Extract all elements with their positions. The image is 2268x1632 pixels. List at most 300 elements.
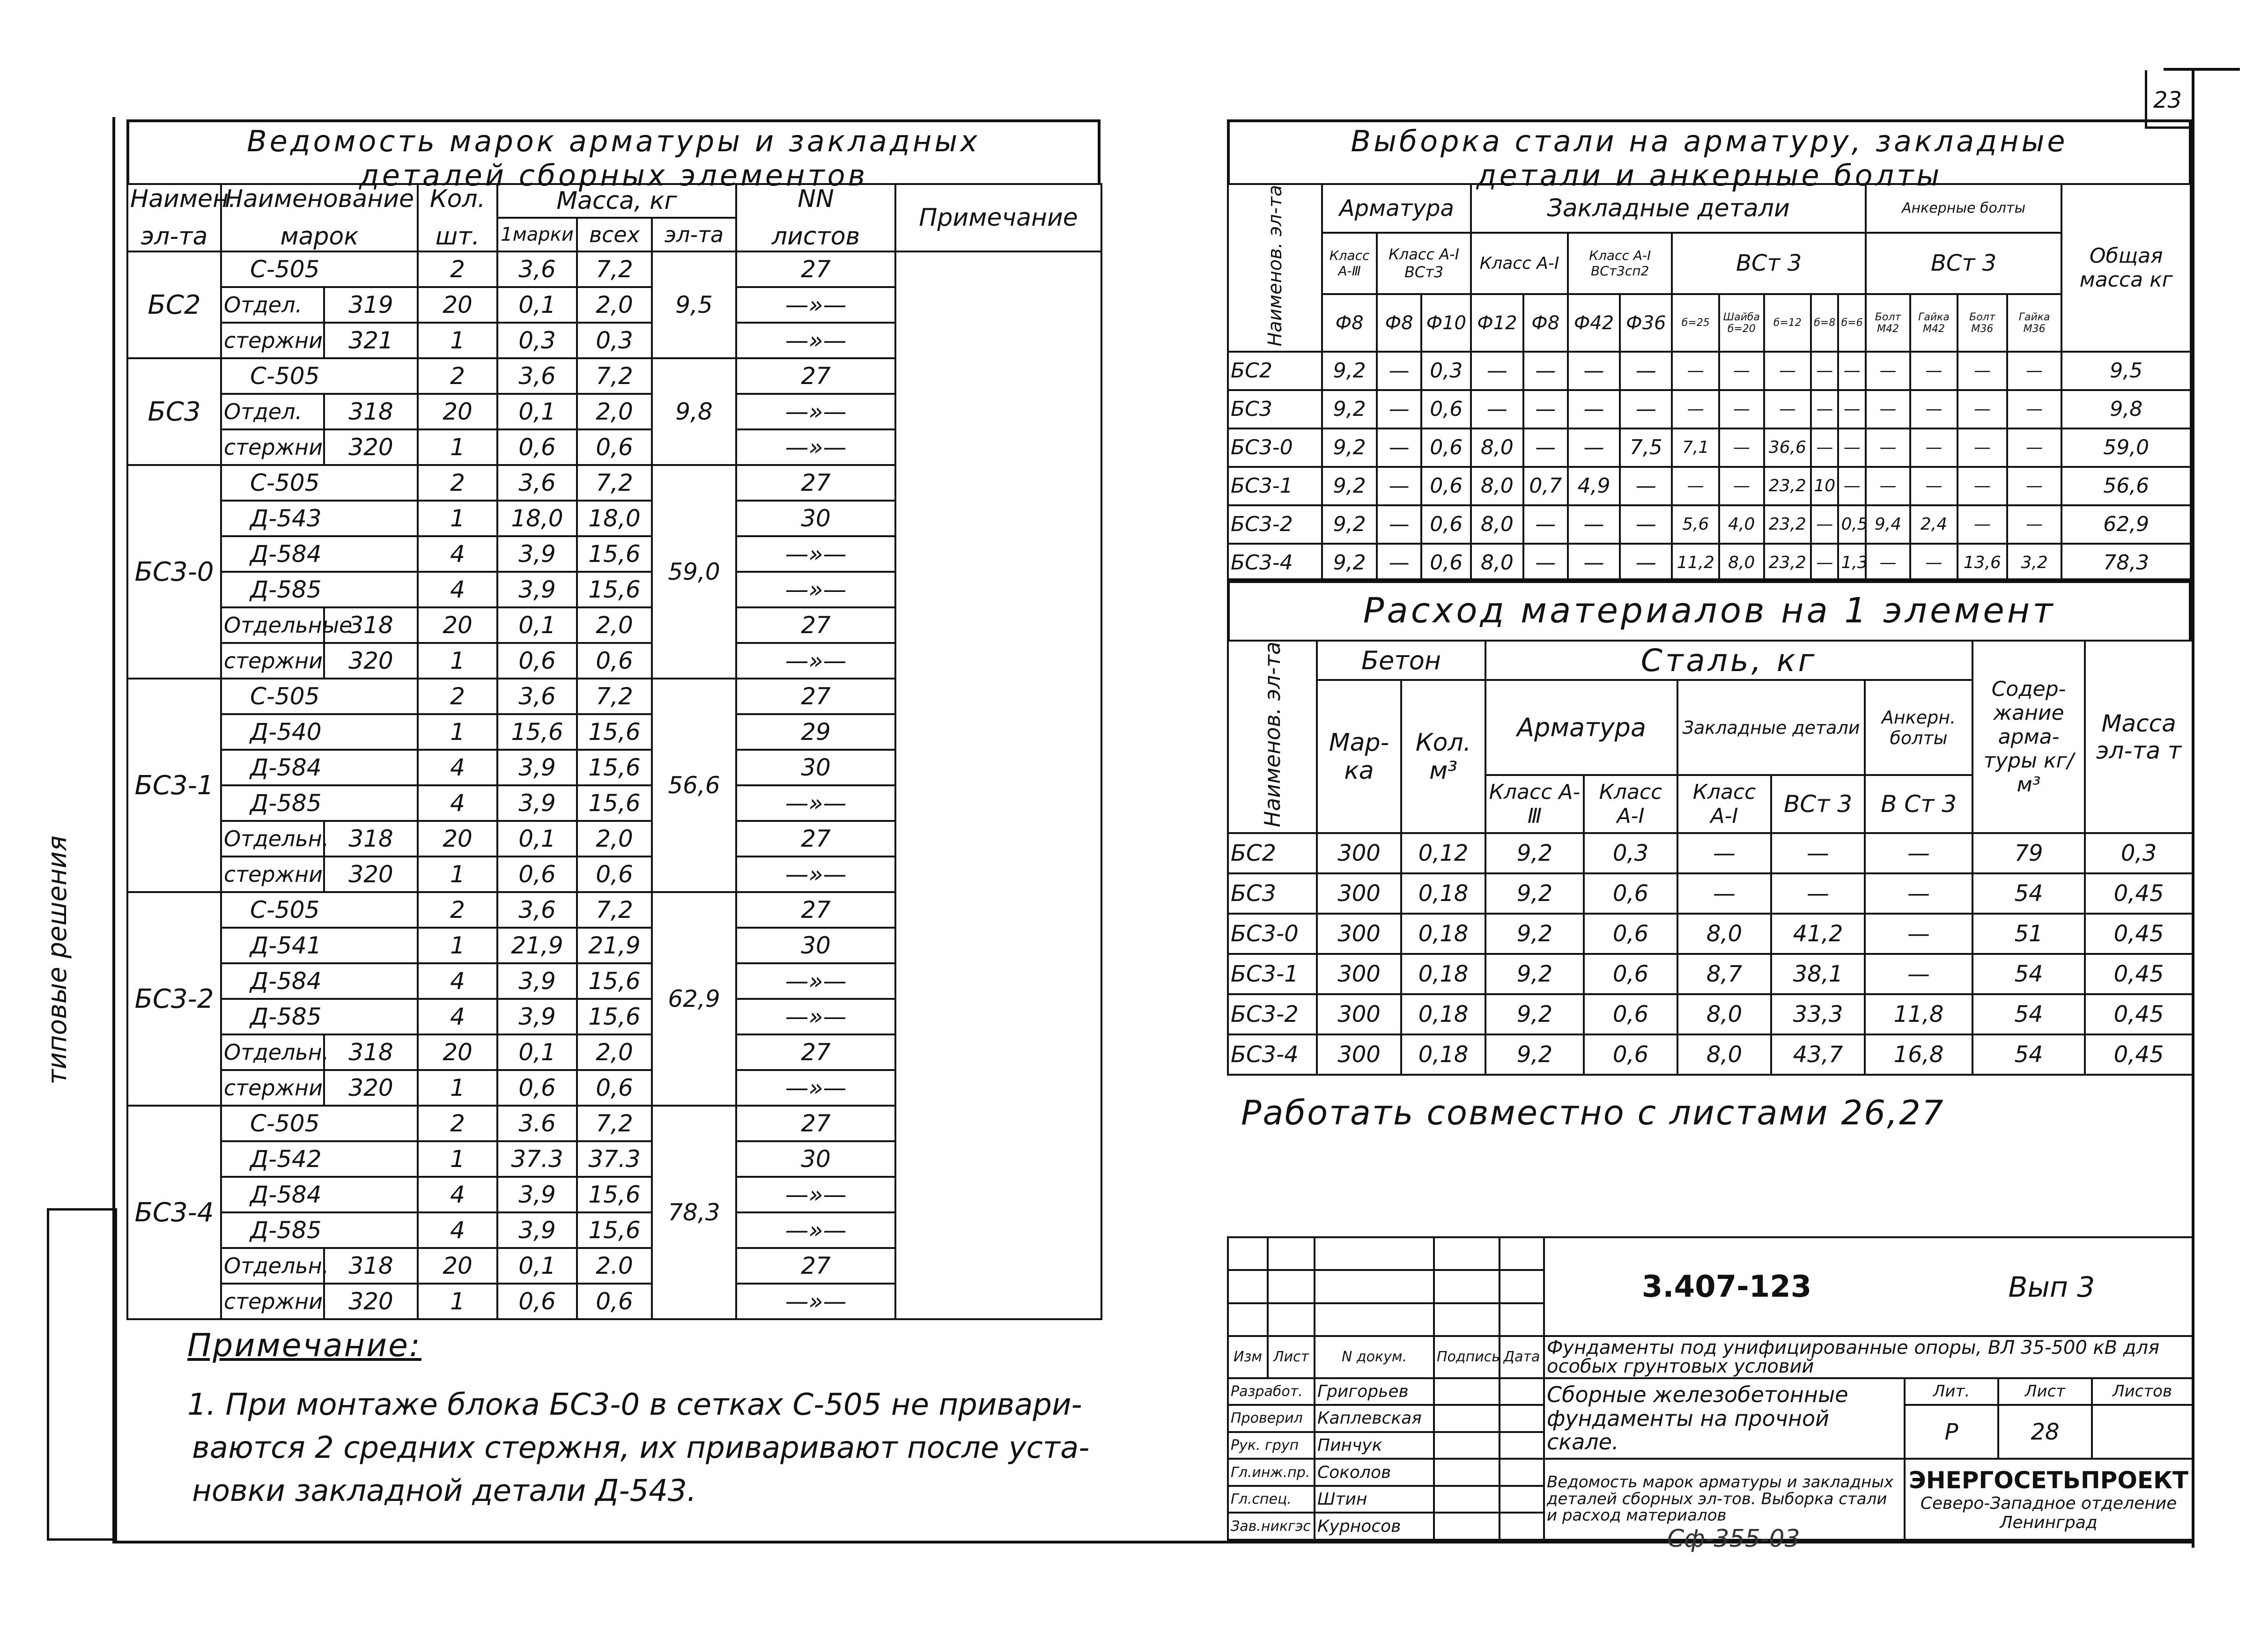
cons-emb-a1: 8,0 xyxy=(1677,994,1771,1034)
sel-h-embedded: Закладные детали xyxy=(1471,184,1866,233)
mass-all: 15,6 xyxy=(577,999,652,1034)
h-mass-all: всех xyxy=(577,218,652,251)
mass-element: 78,3 xyxy=(652,1106,736,1319)
stamp-signature xyxy=(1434,1459,1500,1486)
sel-value: — xyxy=(1471,352,1523,390)
cons-name: БС3-1 xyxy=(1228,954,1317,994)
cons-a3: 9,2 xyxy=(1485,954,1584,994)
cons-h-name-text: Наименов. эл-та xyxy=(1260,642,1285,827)
qty: 4 xyxy=(418,963,497,999)
stamp-rev-cell xyxy=(1315,1237,1434,1270)
stamp-head-row xyxy=(1228,1336,2193,1378)
h-qty-1: Кол. xyxy=(429,185,486,213)
mark-name: Д-540 xyxy=(221,714,418,750)
cons-grade: 300 xyxy=(1317,914,1401,954)
sheet-ref: 27 xyxy=(736,679,895,714)
cons-a3: 9,2 xyxy=(1485,994,1584,1034)
cons-name: БС3-2 xyxy=(1228,994,1317,1034)
cons-anc: — xyxy=(1865,954,1972,994)
mark-name: Отдельн. xyxy=(221,821,324,857)
sel-col-head: Ф8 xyxy=(1523,294,1568,351)
mark-name: стержни xyxy=(221,1284,324,1319)
mass-all: 2,0 xyxy=(577,821,652,857)
qty: 20 xyxy=(418,607,497,643)
sel-col-head: Шайба б=20 xyxy=(1719,294,1764,351)
sheet-ref: —»— xyxy=(736,394,895,429)
cons-grade: 300 xyxy=(1317,1034,1401,1075)
sel-value: — xyxy=(1958,428,2007,467)
selection-header-row3 xyxy=(1228,294,2191,351)
qty: 2 xyxy=(418,892,497,928)
stamp-role-row xyxy=(1228,1459,2193,1486)
qty: 4 xyxy=(418,572,497,607)
mass-mark: 3,6 xyxy=(497,465,577,501)
mark-name: Д-584 xyxy=(221,536,418,572)
cons-vol: 0,18 xyxy=(1401,954,1485,994)
cons-h-anchor: Анкерн. болты xyxy=(1865,680,1972,775)
sel-h-name-text: Наименов. эл-та xyxy=(1264,185,1286,347)
work-note: Работать совместно с листами 26,27 xyxy=(1241,1093,1945,1132)
cons-mass: 0,45 xyxy=(2085,994,2193,1034)
h-name-marks xyxy=(221,184,418,251)
cons-h-qty: Кол. м³ xyxy=(1401,680,1485,833)
mass-all: 37.3 xyxy=(577,1141,652,1177)
sel-value: — xyxy=(1672,390,1719,428)
cons-emb-a1: 8,7 xyxy=(1677,954,1771,994)
cons-emb-a1: 8,0 xyxy=(1677,914,1771,954)
stamp-person: Штин xyxy=(1315,1486,1434,1513)
mark-sub: 319 xyxy=(324,287,418,323)
sel-value: — xyxy=(1523,544,1568,582)
cons-emb-vst3: 41,2 xyxy=(1771,914,1865,954)
mark-name: Отдельн. xyxy=(221,1034,324,1070)
mass-mark: 0,1 xyxy=(497,821,577,857)
stamp-rev-cell xyxy=(1500,1303,1544,1336)
cons-content: 51 xyxy=(1972,914,2085,954)
sheet-ref: 27 xyxy=(736,892,895,928)
qty: 20 xyxy=(418,1034,497,1070)
mass-mark: 3,9 xyxy=(497,999,577,1034)
mass-all: 0,6 xyxy=(577,1070,652,1106)
mark-name: С-505 xyxy=(221,465,418,501)
h-mass-el: эл-та xyxy=(652,218,736,251)
mass-all: 15,6 xyxy=(577,536,652,572)
mass-all: 15,6 xyxy=(577,572,652,607)
mass-mark: 3,9 xyxy=(497,785,577,821)
sel-value: — xyxy=(1719,467,1764,505)
cons-vol: 0,18 xyxy=(1401,994,1485,1034)
side-text: типовые решения xyxy=(42,835,73,1085)
selection-title-box xyxy=(1227,119,2192,192)
mark-name: Отдельн. xyxy=(221,1248,324,1284)
sel-value: 8,0 xyxy=(1471,467,1523,505)
mark-sub: 318 xyxy=(324,1248,418,1284)
qty: 1 xyxy=(418,928,497,963)
stamp-signature xyxy=(1434,1486,1500,1513)
cons-vol: 0,18 xyxy=(1401,914,1485,954)
sel-value: — xyxy=(1838,428,1865,467)
mark-name: Д-584 xyxy=(221,1177,418,1212)
sel-value: 4,9 xyxy=(1568,467,1620,505)
mass-mark: 3,6 xyxy=(497,679,577,714)
mass-mark: 0,6 xyxy=(497,857,577,892)
sel-name: БС3-2 xyxy=(1228,505,1322,544)
sel-value: — xyxy=(1568,390,1620,428)
cons-emb-vst3: 33,3 xyxy=(1771,994,1865,1034)
h-sheets-1: NN xyxy=(798,185,834,213)
sel-value: 7,1 xyxy=(1672,428,1719,467)
sel-value: 10 xyxy=(1811,467,1838,505)
qty: 4 xyxy=(418,785,497,821)
sel-value: 9,2 xyxy=(1322,390,1377,428)
sel-total: 78,3 xyxy=(2061,544,2191,582)
mass-mark: 0,1 xyxy=(497,394,577,429)
selection-row xyxy=(1228,544,2191,582)
cons-h-cls-a3: Класс А-Ⅲ xyxy=(1485,775,1584,833)
stamp-head-col: Дата xyxy=(1500,1336,1544,1378)
sel-value: — xyxy=(1838,390,1865,428)
mark-name: Д-585 xyxy=(221,999,418,1034)
sheet-ref: —»— xyxy=(736,857,895,892)
cons-mass: 0,45 xyxy=(2085,1034,2193,1075)
h-mass-mark: 1марки xyxy=(497,218,577,251)
cons-h-cls-a1: Класс А-Ⅰ xyxy=(1584,775,1677,833)
mass-mark: 0,1 xyxy=(497,1248,577,1284)
cons-h-armatura: Арматура xyxy=(1485,680,1677,775)
qty: 2 xyxy=(418,251,497,287)
mass-all: 2,0 xyxy=(577,287,652,323)
stamp-head-col: Лист xyxy=(1268,1336,1315,1378)
element-name: БС3-4 xyxy=(127,1106,221,1319)
sheet-ref: —»— xyxy=(736,572,895,607)
mass-mark: 0,6 xyxy=(497,1284,577,1319)
note-line1: 1. При монтаже блока БС3-0 в сетках С-505 не привари- xyxy=(187,1388,1082,1422)
mass-mark: 0,1 xyxy=(497,287,577,323)
mass-all: 2,0 xyxy=(577,394,652,429)
sel-h-anchor: Анкерные болты xyxy=(1866,184,2062,233)
qty: 1 xyxy=(418,1141,497,1177)
cons-row xyxy=(1228,833,2193,873)
selection-row xyxy=(1228,390,2191,428)
sel-value: — xyxy=(1377,544,1421,582)
vedomost-title-line2: деталей сборных элементов xyxy=(359,158,868,192)
sel-value: — xyxy=(2007,467,2062,505)
side-strip xyxy=(47,1208,117,1541)
sel-value: 4,0 xyxy=(1719,505,1764,544)
element-name: БС3-2 xyxy=(127,892,221,1106)
sel-value: — xyxy=(1866,467,1910,505)
sel-value: — xyxy=(1568,352,1620,390)
qty: 20 xyxy=(418,287,497,323)
cons-emb-a1: — xyxy=(1677,873,1771,914)
stamp-date xyxy=(1500,1486,1544,1513)
stamp-role: Гл.инж.пр. xyxy=(1228,1459,1315,1486)
stamp-rev-cell xyxy=(1228,1303,1268,1336)
cons-mass: 0,45 xyxy=(2085,954,2193,994)
sheet-ref: —»— xyxy=(736,643,895,679)
mark-sub: 320 xyxy=(324,429,418,465)
cons-emb-vst3: 43,7 xyxy=(1771,1034,1865,1075)
sel-value: — xyxy=(1910,544,1958,582)
sel-value: — xyxy=(1910,352,1958,390)
stamp-lit: Р xyxy=(1905,1405,1998,1459)
sel-value: — xyxy=(1377,467,1421,505)
stamp-sheet-no: 28 xyxy=(1998,1405,2092,1459)
sel-value: 3,2 xyxy=(2007,544,2062,582)
sel-col-head: б=6 xyxy=(1838,294,1865,351)
mass-mark: 3,9 xyxy=(497,1212,577,1248)
vedomost-table xyxy=(126,183,1102,1320)
sel-col-head: Ф8 xyxy=(1322,294,1377,351)
sel-col-head: Гайка М42 xyxy=(1910,294,1958,351)
stamp-org-sub: Северо-Западное отделение xyxy=(1920,1493,2177,1513)
cons-anc: — xyxy=(1865,873,1972,914)
sel-total: 56,6 xyxy=(2061,467,2191,505)
sel-value: 13,6 xyxy=(1958,544,2007,582)
sel-value: 0,5 xyxy=(1838,505,1865,544)
mark-name: Д-585 xyxy=(221,572,418,607)
sel-col-head: Ф10 xyxy=(1421,294,1471,351)
qty: 4 xyxy=(418,750,497,785)
sel-total: 9,5 xyxy=(2061,352,2191,390)
mark-name: Отдел. xyxy=(221,394,324,429)
mass-mark: 15,6 xyxy=(497,714,577,750)
mass-all: 2,0 xyxy=(577,607,652,643)
selection-row xyxy=(1228,505,2191,544)
sheet-ref: —»— xyxy=(736,1070,895,1106)
mass-all: 7,2 xyxy=(577,358,652,394)
sel-value: — xyxy=(1866,390,1910,428)
sheet-ref: —»— xyxy=(736,536,895,572)
mass-all: 15,6 xyxy=(577,785,652,821)
stamp-role: Разработ. xyxy=(1228,1378,1315,1405)
selection-title-line1: Выборка стали на арматуру, закладные xyxy=(1351,124,2068,158)
sel-value: — xyxy=(1958,352,2007,390)
stamp-role: Гл.спец. xyxy=(1228,1486,1315,1513)
cons-grade: 300 xyxy=(1317,954,1401,994)
element-name: БС3-0 xyxy=(127,465,221,679)
sel-value: — xyxy=(1377,428,1421,467)
sel-value: — xyxy=(1568,544,1620,582)
sel-h-cls-a3: Класс А-Ⅲ xyxy=(1322,233,1377,295)
sel-col-head: б=25 xyxy=(1672,294,1719,351)
sel-value: — xyxy=(1471,390,1523,428)
h-mass: Масса, кг xyxy=(497,184,736,218)
mark-name: С-505 xyxy=(221,358,418,394)
stamp-head-col: Изм xyxy=(1228,1336,1268,1378)
stamp-org-city: Ленинград xyxy=(2000,1513,2098,1532)
qty: 20 xyxy=(418,394,497,429)
sel-col-head: б=12 xyxy=(1764,294,1811,351)
selection-block xyxy=(1227,119,2192,583)
sheet-ref: 30 xyxy=(736,750,895,785)
mass-all: 21,9 xyxy=(577,928,652,963)
cons-row xyxy=(1228,914,2193,954)
qty: 1 xyxy=(418,323,497,358)
stamp-signature xyxy=(1434,1378,1500,1405)
mark-name: С-505 xyxy=(221,892,418,928)
stamp-sheets-count xyxy=(2092,1405,2193,1459)
sel-value: 9,2 xyxy=(1322,467,1377,505)
cons-a1: 0,6 xyxy=(1584,994,1677,1034)
sheet-ref: 27 xyxy=(736,1248,895,1284)
sel-value: — xyxy=(1620,352,1672,390)
stamp-org-cell xyxy=(1905,1459,2193,1540)
sel-name: БС2 xyxy=(1228,352,1322,390)
sel-value: — xyxy=(1866,428,1910,467)
mass-all: 7,2 xyxy=(577,892,652,928)
sel-value: 23,2 xyxy=(1764,505,1811,544)
cons-emb-vst3: 38,1 xyxy=(1771,954,1865,994)
stamp-rev-cell xyxy=(1268,1270,1315,1303)
stamp-issue: Вып 3 xyxy=(2008,1270,2095,1304)
mass-all: 15,6 xyxy=(577,714,652,750)
mass-all: 0,6 xyxy=(577,857,652,892)
stamp-rev-cell xyxy=(1228,1237,1268,1270)
mass-mark: 3,6 xyxy=(497,892,577,928)
mark-sub: 318 xyxy=(324,607,418,643)
element-name: БС2 xyxy=(127,251,221,358)
mark-name: Д-541 xyxy=(221,928,418,963)
mass-element: 62,9 xyxy=(652,892,736,1106)
note-block xyxy=(187,1327,1194,1508)
sheet-ref: 27 xyxy=(736,251,895,287)
sel-value: — xyxy=(1811,544,1838,582)
mass-mark: 0,6 xyxy=(497,429,577,465)
sel-total: 62,9 xyxy=(2061,505,2191,544)
sel-value: 0,7 xyxy=(1523,467,1568,505)
sel-value: 0,6 xyxy=(1421,428,1471,467)
note-line2: ваются 2 средних стержня, их приваривают после уста- xyxy=(192,1431,1090,1465)
h-qty xyxy=(418,184,497,251)
qty: 1 xyxy=(418,857,497,892)
sel-col-head: Ф42 xyxy=(1568,294,1620,351)
sheet-ref: —»— xyxy=(736,785,895,821)
element-name: БС3 xyxy=(127,358,221,465)
mass-mark: 3,9 xyxy=(497,1177,577,1212)
stamp-date xyxy=(1500,1513,1544,1540)
sel-value: — xyxy=(1523,505,1568,544)
sel-value: — xyxy=(1377,390,1421,428)
sel-value: — xyxy=(2007,428,2062,467)
sel-value: 1,3 xyxy=(1838,544,1865,582)
cons-header-row1 xyxy=(1228,641,2193,680)
cons-grade: 300 xyxy=(1317,994,1401,1034)
cons-row xyxy=(1228,873,2193,914)
sel-value: — xyxy=(2007,390,2062,428)
mark-name: Д-543 xyxy=(221,501,418,536)
cons-h-cls-a1-emb: Класс А-Ⅰ xyxy=(1677,775,1771,833)
mark-name: стержни xyxy=(221,857,324,892)
stamp-role: Зав.никгэс xyxy=(1228,1513,1315,1540)
sel-value: — xyxy=(1958,467,2007,505)
qty: 1 xyxy=(418,1284,497,1319)
stamp-h-lit: Лит. xyxy=(1905,1378,1998,1405)
selection-title-line2: детали и анкерные болты xyxy=(1476,158,1943,192)
sel-value: 0,6 xyxy=(1421,505,1471,544)
mass-all: 15,6 xyxy=(577,750,652,785)
cons-h-steel: Сталь, кг xyxy=(1485,641,1972,680)
sel-value: 9,2 xyxy=(1322,428,1377,467)
mass-element: 9,8 xyxy=(652,358,736,465)
cons-h-embedded: Закладные детали xyxy=(1677,680,1865,775)
sel-value: — xyxy=(1672,352,1719,390)
mark-name: Отдел. xyxy=(221,287,324,323)
sel-value: — xyxy=(1620,467,1672,505)
stamp-org: ЭНЕРГОСЕТЬПРОЕКТ xyxy=(1909,1466,2188,1494)
sel-h-total: Общая масса кг xyxy=(2061,184,2191,352)
sel-value: — xyxy=(1620,544,1672,582)
cons-vol: 0,12 xyxy=(1401,833,1485,873)
stamp-rev-cell xyxy=(1268,1303,1315,1336)
mass-all: 7,2 xyxy=(577,251,652,287)
sel-value: — xyxy=(1811,505,1838,544)
mass-all: 18,0 xyxy=(577,501,652,536)
h-name-marks-1: Наименование xyxy=(224,185,414,213)
cons-content: 54 xyxy=(1972,873,2085,914)
stamp-person: Григорьев xyxy=(1315,1378,1434,1405)
sel-value: 23,2 xyxy=(1764,544,1811,582)
cons-mass: 0,45 xyxy=(2085,873,2193,914)
selection-row xyxy=(1228,467,2191,505)
sel-col-head: б=8 xyxy=(1811,294,1838,351)
sel-value: 11,2 xyxy=(1672,544,1719,582)
sheet-ref: 27 xyxy=(736,607,895,643)
vedomost-title-box xyxy=(126,119,1101,192)
sel-value: 9,2 xyxy=(1322,505,1377,544)
sel-col-head: Болт М36 xyxy=(1958,294,2007,351)
sel-value: 8,0 xyxy=(1719,544,1764,582)
sel-value: — xyxy=(1523,428,1568,467)
stamp-rev-cell xyxy=(1434,1303,1500,1336)
consumption-table xyxy=(1227,640,2194,1076)
sel-value: — xyxy=(1958,390,2007,428)
cons-vol: 0,18 xyxy=(1401,873,1485,914)
qty: 4 xyxy=(418,999,497,1034)
consumption-title: Расход материалов на 1 элемент xyxy=(1363,591,2056,631)
mark-name: Отдельные xyxy=(221,607,324,643)
mark-name: Д-542 xyxy=(221,1141,418,1177)
sel-col-head: Ф12 xyxy=(1471,294,1523,351)
cons-name: БС3 xyxy=(1228,873,1317,914)
stamp-role-row xyxy=(1228,1378,2193,1405)
sheet-ref: —»— xyxy=(736,963,895,999)
cons-h-vst3-anc: В Ст 3 xyxy=(1865,775,1972,833)
cons-a1: 0,6 xyxy=(1584,1034,1677,1075)
cons-row xyxy=(1228,994,2193,1034)
sel-value: — xyxy=(1910,428,1958,467)
mass-mark: 3,9 xyxy=(497,963,577,999)
stamp-rev-row xyxy=(1228,1237,2193,1270)
mass-mark: 0,1 xyxy=(497,607,577,643)
frame-bottom-line xyxy=(112,1541,2192,1543)
qty: 4 xyxy=(418,1177,497,1212)
sel-value: — xyxy=(1866,352,1910,390)
stamp-h-sheets: Листов xyxy=(2092,1378,2193,1405)
note-line3: новки закладной детали Д-543. xyxy=(192,1474,697,1508)
sel-value: — xyxy=(1719,428,1764,467)
selection-header-row2 xyxy=(1228,233,2191,295)
stamp-signature xyxy=(1434,1432,1500,1459)
sheet-ref: —»— xyxy=(736,429,895,465)
stamp-h-sheet: Лист xyxy=(1998,1378,2092,1405)
sheet-ref: 29 xyxy=(736,714,895,750)
cons-anc: 11,8 xyxy=(1865,994,1972,1034)
consumption-title-box xyxy=(1227,578,2192,640)
mark-name: Д-584 xyxy=(221,963,418,999)
cons-emb-a1: — xyxy=(1677,833,1771,873)
sel-value: — xyxy=(1764,390,1811,428)
